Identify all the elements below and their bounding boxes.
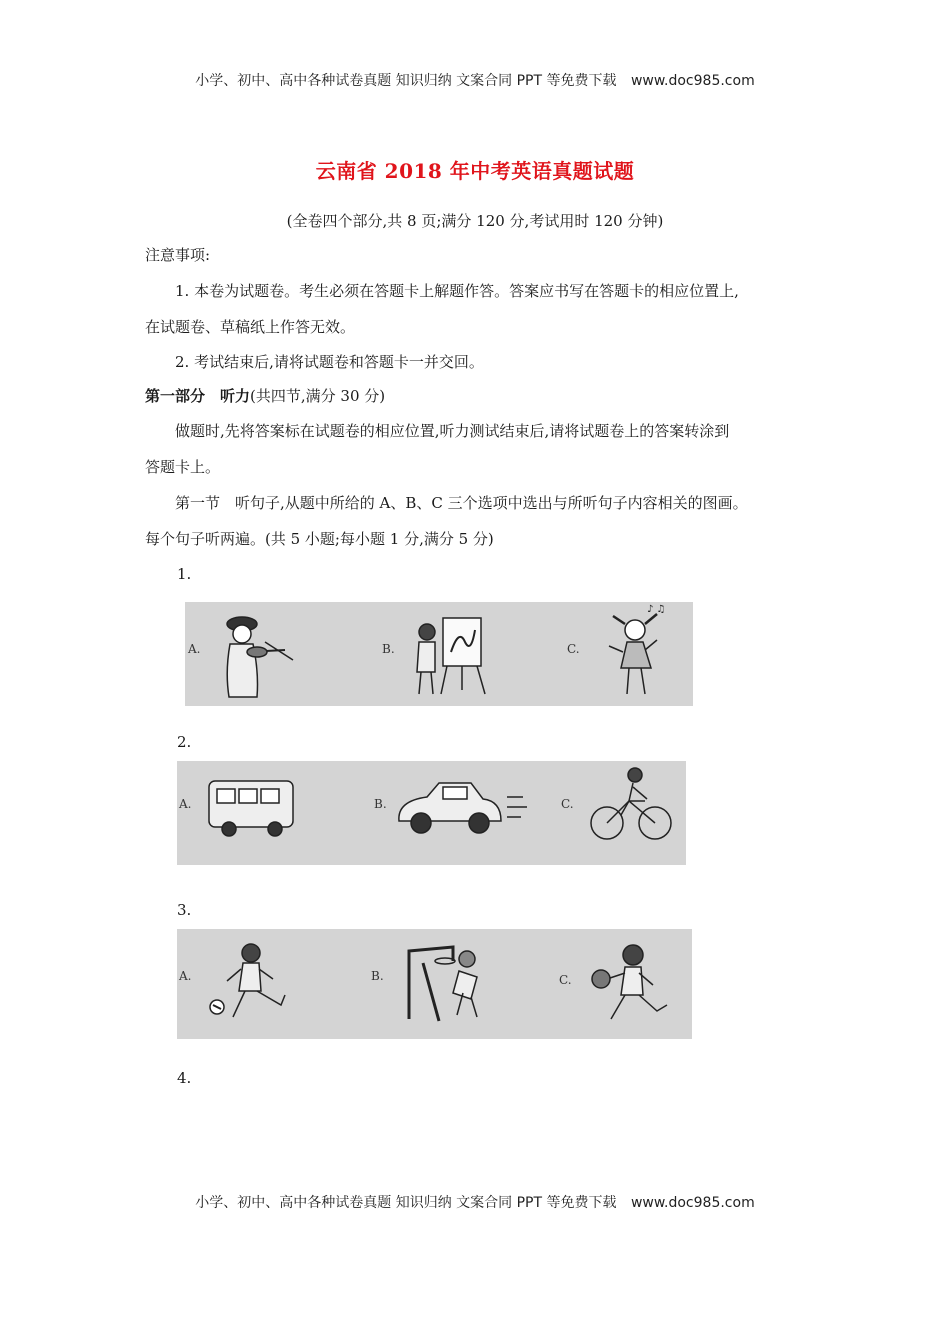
question-3-image: [177, 929, 692, 1039]
violin-player-icon: [227, 617, 293, 697]
option-label: C.: [559, 973, 572, 987]
option-label: B.: [382, 642, 395, 656]
part1-heading: 第一部分 听力: [145, 387, 251, 405]
question-number: 1.: [177, 565, 192, 583]
notice-item-1-line2: 在试题卷、草稿纸上作答无效。: [145, 318, 356, 336]
basketball-player-icon: [409, 947, 477, 1021]
page-footer: [0, 1192, 950, 1212]
notice-item-2: 2. 考试结束后,请将试题卷和答题卡一并交回。: [175, 353, 484, 371]
question-number: 2.: [177, 733, 192, 751]
page-header: [0, 70, 950, 90]
footer-text: 小学、初中、高中各种试卷真题 知识归纳 文案合同 PPT 等免费下载: [195, 1195, 617, 1211]
option-label: C.: [567, 642, 580, 656]
section1-instruction-line2: 每个句子听两遍。(共 5 小题;每小题 1 分,满分 5 分): [145, 530, 494, 548]
notice-heading: 注意事项:: [145, 246, 211, 264]
option-label: B.: [374, 797, 387, 811]
notice-item-1-line1: 1. 本卷为试题卷。考生必须在答题卡上解题作答。答案应书写在答题卡的相应位置上,: [175, 282, 739, 300]
question-number: 3.: [177, 901, 192, 919]
part1-note: (共四节,满分 30 分): [250, 387, 386, 405]
question-2-image: [177, 761, 686, 865]
option-label: C.: [561, 797, 574, 811]
part1-heading-row: [145, 385, 385, 406]
bus-icon: [209, 781, 293, 836]
option-label: B.: [371, 969, 384, 983]
bicycle-rider-icon: [591, 768, 671, 839]
football-player-icon: [210, 944, 285, 1017]
option-label: A.: [179, 969, 192, 983]
header-url[interactable]: www.doc985.com: [630, 73, 755, 89]
painter-easel-icon: [417, 618, 485, 694]
option-label: A.: [179, 797, 192, 811]
svg-text:♪ ♫: ♪ ♫: [647, 604, 666, 615]
car-icon: [399, 783, 527, 833]
ping-pong-player-icon: [592, 945, 667, 1019]
part1-instruction-line2: 答题卡上。: [145, 458, 221, 476]
part1-instruction-line1: 做题时,先将答案标在试题卷的相应位置,听力测试结束后,请将试题卷上的答案转涂到: [175, 422, 730, 440]
question-number: 4.: [177, 1069, 192, 1087]
question-1-image: [185, 602, 693, 706]
header-text: 小学、初中、高中各种试卷真题 知识归纳 文案合同 PPT 等免费下载: [195, 73, 617, 89]
section1-instruction-line1: 第一节 听句子,从题中所给的 A、B、C 三个选项中选出与所听句子内容相关的图画。: [175, 494, 748, 512]
page-title: 云南省 2018 年中考英语真题试题: [315, 159, 635, 183]
option-label: A.: [188, 642, 201, 656]
footer-url[interactable]: www.doc985.com: [630, 1195, 755, 1211]
singing-girl-icon: [609, 604, 666, 694]
exam-subtitle: (全卷四个部分,共 8 页;满分 120 分,考试用时 120 分钟): [286, 212, 664, 230]
